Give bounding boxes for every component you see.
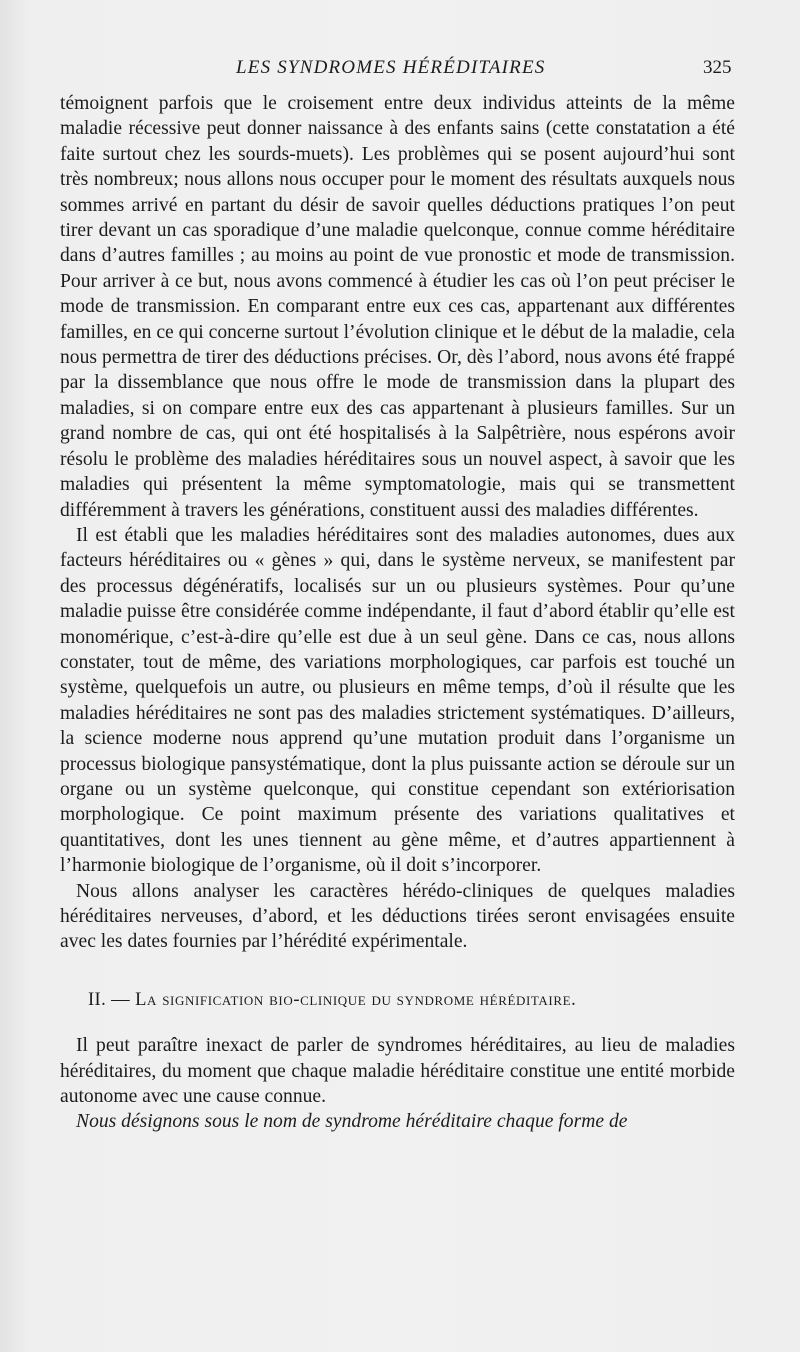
section-heading (60, 988, 735, 1013)
section-title: La signification bio-clinique du syndrome héréditaire. (135, 989, 577, 1010)
paragraph: Nous allons analyser les caractères hérédo-cliniques de quelques maladies héréditaires nerveuses, d’abord, et les déductions tirées seront envisagées ensuite avec les dates fournies par l’hérédité expérimentale. (60, 880, 735, 953)
paragraph: Il est établi que les maladies héréditaires sont des maladies autonomes, dues aux facteurs héréditaires ou « gènes » qui, dans le système nerveux, se manifestent par des processus dégénératifs, localisés sur un ou plusieurs systèmes. Pour qu’une maladie puisse être considérée comme indépendante, il faut d’abord établir qu’elle est monomérique, c’est-à-dire qu’elle est due à un seul gène. Dans ce cas, nous allons constater, tout de même, des variations morphologiques, car parfois est touché un système, quelquefois un autre, ou plusieurs en même temps, d’où il résulte que les maladies héréditaires ne sont pas des maladies strictement systématiques. D’ailleurs, la science moderne nous apprend qu’une mutation produit dans l’organisme un processus biologique pansystématique, dont la plus puissante action se déroule sur un organe ou un système quelconque, qui constitue cependant son extériorisation morphologique. Ce point maximum présente des variations qualitatives et quantitatives, dont les unes tiennent au gène même, et d’autres appartiennent à l’harmonie biologique de l’organisme, où il doit s’incorporer. (60, 524, 735, 877)
page-header (0, 52, 800, 86)
paragraph: témoignent parfois que le croisement entre deux individus atteints de la même maladie récessive peut donner naissance à des enfants sains (cette constatation a été faite surtout chez les sourds-muets). Les problèmes qui se posent aujourd’hui sont très nombreux; nous allons nous occuper pour le moment des résultats auxquels nous sommes arrivé en partant du désir de savoir quelles déductions pratiques l’on peut tirer devant un cas sporadique d’une maladie quelconque, connue comme héréditaire dans d’autres familles ; au moins au point de vue pronostic et mode de transmission. Pour arriver à ce but, nous avons commencé à étudier les cas où l’on peut préciser le mode de transmission. En comparant entre eux ces cas, appartenant aux différentes familles, en ce qui concerne surtout l’évolution clinique et le début de la maladie, cela nous permettra de tirer des déductions précises. Or, dès l’abord, nous avons été frappé par la dissemblance que nous offre le mode de transmission dans la plupart des maladies, si on compare entre eux des cas appartenant à plusieurs familles. Sur un grand nombre de cas, qui ont été hospitalisés à la Salpêtrière, nous espérons avoir résolu le problème des maladies héréditaires sous un nouvel aspect, à savoir que les maladies qui présentent la même symptomatologie, mais qui se transmettent différemment à travers les générations, constituent aussi des maladies différentes. (60, 93, 735, 521)
paragraph: Nous désignons sous le nom de syndrome héréditaire chaque forme de (76, 1111, 628, 1133)
page-body (60, 91, 735, 1135)
paragraph: Il peut paraître inexact de parler de syndromes héréditaires, au lieu de maladies héréditaires, du moment que chaque maladie héréditaire constitue une entité morbide autonome avec une cause connue. (60, 1035, 735, 1108)
running-title: LES SYNDROMES HÉRÉDITAIRES (236, 57, 546, 78)
section-number: II. — (88, 989, 131, 1010)
page-number: 325 (703, 57, 732, 78)
